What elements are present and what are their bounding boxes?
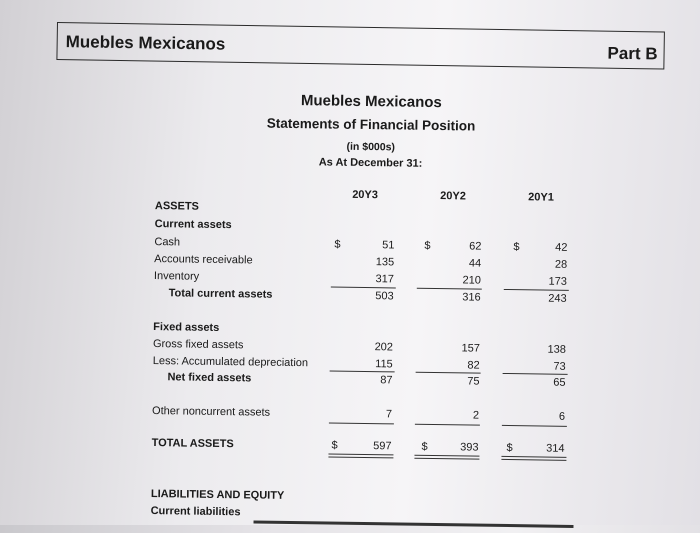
dollar-sign: $ bbox=[506, 442, 513, 455]
cell-ad-20y1: 73 bbox=[553, 360, 566, 373]
row-label-accumulated-depreciation: Less: Accumulated depreciation bbox=[152, 355, 309, 370]
row-label-inventory: Inventory bbox=[153, 270, 200, 283]
assets-heading: ASSETS bbox=[154, 200, 200, 213]
subtotal-rule bbox=[331, 287, 396, 289]
subtotal-rule bbox=[504, 289, 569, 291]
cell-ad-20y2: 82 bbox=[467, 359, 480, 372]
subtotal-rule bbox=[330, 371, 395, 373]
subtotal-rule bbox=[415, 424, 480, 426]
cell-gfa-20y3: 202 bbox=[374, 341, 394, 354]
dollar-sign: $ bbox=[513, 241, 520, 254]
subtotal-rule bbox=[417, 288, 482, 290]
cell-gfa-20y1: 138 bbox=[547, 343, 567, 356]
current-liabilities-heading: Current liabilities bbox=[150, 505, 241, 519]
cell-ar-20y1: 28 bbox=[554, 258, 568, 271]
current-assets-heading: Current assets bbox=[154, 218, 232, 232]
statement-units: (in $000s) bbox=[346, 140, 396, 154]
cell-inventory-20y3: 317 bbox=[375, 273, 394, 286]
column-header-20y3: 20Y3 bbox=[352, 188, 379, 202]
cell-nfa-20y1: 65 bbox=[553, 376, 566, 389]
row-label-accounts-receivable: Accounts receivable bbox=[154, 253, 253, 267]
row-label-other-noncurrent-assets: Other noncurrent assets bbox=[151, 405, 271, 419]
row-label-net-fixed-assets: Net fixed assets bbox=[167, 371, 252, 385]
row-label-gross-fixed-assets: Gross fixed assets bbox=[152, 338, 244, 352]
subtotal-rule bbox=[502, 425, 567, 427]
total-double-rule bbox=[501, 456, 566, 461]
cell-gfa-20y2: 157 bbox=[461, 342, 481, 355]
cell-nfa-20y3: 87 bbox=[380, 374, 393, 387]
cell-total-assets-20y3: 597 bbox=[373, 440, 392, 453]
dollar-sign: $ bbox=[424, 239, 431, 252]
cell-tca-20y1: 243 bbox=[548, 292, 567, 305]
column-header-20y2: 20Y2 bbox=[440, 190, 467, 203]
cut-off-rule bbox=[253, 520, 573, 527]
subtotal-rule bbox=[416, 372, 481, 374]
cell-cash-20y3: 51 bbox=[382, 239, 395, 252]
dollar-sign: $ bbox=[421, 440, 428, 453]
statement-date: As At December 31: bbox=[318, 156, 423, 170]
header-title: Muebles Mexicanos bbox=[65, 32, 226, 54]
cell-cash-20y2: 62 bbox=[469, 240, 482, 253]
fixed-assets-heading: Fixed assets bbox=[153, 321, 220, 334]
cell-cash-20y1: 42 bbox=[555, 241, 568, 254]
cell-inventory-20y2: 210 bbox=[462, 274, 481, 287]
cell-tca-20y3: 503 bbox=[375, 290, 394, 303]
cell-other-20y3: 7 bbox=[385, 408, 393, 421]
dollar-sign: $ bbox=[334, 238, 341, 251]
cell-ar-20y2: 44 bbox=[468, 257, 482, 270]
row-label-cash: Cash bbox=[154, 236, 181, 249]
row-label-total-current-assets: Total current assets bbox=[168, 287, 273, 301]
liabilities-equity-heading: LIABILITIES AND EQUITY bbox=[150, 488, 285, 502]
statement-company: Muebles Mexicanos bbox=[300, 92, 442, 112]
cell-nfa-20y2: 75 bbox=[467, 375, 480, 388]
statement-name: Statements of Financial Position bbox=[266, 115, 476, 134]
total-double-rule bbox=[328, 454, 393, 459]
cell-other-20y2: 2 bbox=[472, 409, 480, 422]
subtotal-rule bbox=[503, 373, 568, 375]
column-header-20y1: 20Y1 bbox=[528, 191, 554, 204]
total-double-rule bbox=[414, 455, 479, 460]
cell-total-assets-20y2: 393 bbox=[460, 441, 479, 454]
cell-ad-20y3: 115 bbox=[375, 358, 393, 371]
row-label-total-assets: TOTAL ASSETS bbox=[151, 437, 234, 451]
dollar-sign: $ bbox=[331, 439, 338, 452]
cell-other-20y1: 6 bbox=[558, 410, 566, 423]
subtotal-rule bbox=[329, 423, 394, 425]
cell-ar-20y3: 135 bbox=[375, 256, 395, 269]
cell-tca-20y2: 316 bbox=[462, 291, 481, 304]
header-part-label: Part B bbox=[607, 43, 658, 64]
cell-total-assets-20y1: 314 bbox=[546, 442, 565, 455]
cell-inventory-20y1: 173 bbox=[548, 275, 567, 288]
